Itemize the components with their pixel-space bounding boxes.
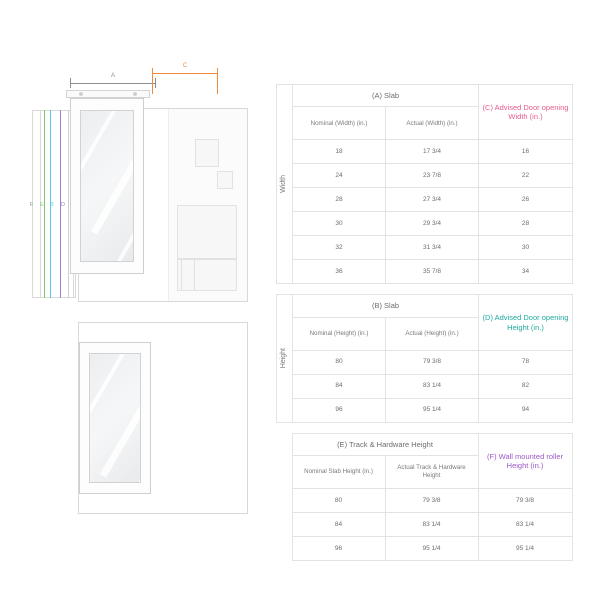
dimension-c-label: C (182, 63, 188, 69)
cell-actual: 79 3/8 (385, 489, 478, 513)
cell-nominal: 80 (292, 489, 385, 513)
dimension-c (152, 63, 218, 76)
header-a-slab: (A) Slab (293, 85, 479, 107)
cell-actual: 27 3/4 (386, 188, 479, 212)
label-e: E (40, 202, 44, 208)
cell-advised: 28 (479, 212, 573, 236)
table-row (276, 513, 572, 537)
cell-advised: 16 (479, 140, 573, 164)
cell-roller: 79 3/8 (478, 489, 572, 513)
roller-right-icon (133, 92, 137, 96)
dimension-a-label: A (110, 73, 116, 79)
table-header-row (277, 85, 573, 107)
cell-nominal: 96 (293, 398, 386, 422)
door-glass-panel-bottom (89, 353, 141, 483)
label-d: D (61, 202, 66, 208)
table-row (276, 489, 572, 513)
cell-advised: 30 (479, 236, 573, 260)
table-row (277, 350, 573, 374)
cell-actual: 35 7/8 (386, 260, 479, 284)
table-header-row (276, 433, 572, 455)
cell-actual: 17 3/4 (386, 140, 479, 164)
height-table-block (276, 294, 572, 422)
cell-actual: 79 3/8 (386, 350, 479, 374)
glass-streak (100, 387, 141, 477)
label-b: B (50, 202, 54, 208)
header-c-advised-width: (C) Advised Door opening Width (in.) (479, 85, 573, 140)
cell-nominal: 84 (293, 374, 386, 398)
furniture-nightstand (181, 259, 195, 291)
layer-line-e (44, 110, 45, 298)
furniture-bed (177, 205, 237, 259)
cell-advised: 34 (479, 260, 573, 284)
table-row (277, 236, 573, 260)
track-hardware-top (66, 90, 150, 98)
cell-nominal: 84 (292, 513, 385, 537)
header-b-slab: (B) Slab (293, 295, 479, 317)
header-f-wall-roller: (F) Wall mounted roller Height (in.) (478, 433, 572, 488)
track-hardware-table (276, 433, 573, 561)
door-slab-top (70, 98, 144, 274)
cell-actual: 95 1/4 (386, 398, 479, 422)
width-table-block (276, 84, 572, 284)
cell-nominal: 24 (293, 164, 386, 188)
cell-nominal: 28 (293, 188, 386, 212)
cell-roller: 83 1/4 (478, 513, 572, 537)
cell-nominal: 32 (293, 236, 386, 260)
track-side-spacer (276, 433, 292, 560)
cell-actual: 83 1/4 (386, 374, 479, 398)
door-diagram (30, 63, 270, 550)
cell-nominal: 80 (293, 350, 386, 374)
subheader-nominal-width: Nominal (Width) (in.) (293, 107, 386, 140)
width-side-label: Width (277, 85, 293, 284)
header-d-advised-height: (D) Advised Door opening Height (in.) (479, 295, 573, 350)
cell-actual: 95 1/4 (385, 537, 478, 561)
layer-line-extra (68, 110, 69, 298)
table-row (277, 398, 573, 422)
subheader-actual-width: Actual (Width) (in.) (386, 107, 479, 140)
dimension-c-right-cap (217, 68, 218, 94)
cell-actual: 83 1/4 (385, 513, 478, 537)
track-table-block (276, 433, 572, 561)
cell-roller: 95 1/4 (478, 537, 572, 561)
glass-streak (80, 110, 126, 183)
dimension-c-left-cap (152, 68, 153, 94)
cell-actual: 31 3/4 (386, 236, 479, 260)
table-header-row (277, 295, 573, 317)
subheader-nominal-slab-height: Nominal Slab Height (in.) (292, 456, 385, 489)
height-side-label: Height (277, 295, 293, 422)
subheader-nominal-height: Nominal (Height) (in.) (293, 317, 386, 350)
furniture-lamp (195, 139, 219, 167)
cell-nominal: 30 (293, 212, 386, 236)
subheader-actual-track-height: Actual Track & Hardware Height (385, 456, 478, 489)
subheader-actual-height: Actual (Height) (in.) (386, 317, 479, 350)
cell-nominal: 18 (293, 140, 386, 164)
cell-actual: 23 7/8 (386, 164, 479, 188)
furniture-picture (217, 171, 233, 189)
cell-actual: 29 3/4 (386, 212, 479, 236)
dimension-a (70, 73, 156, 86)
table-row (276, 537, 572, 561)
glass-streak (89, 353, 133, 426)
dimension-c-line (152, 73, 218, 74)
cell-advised: 82 (479, 374, 573, 398)
table-row (277, 260, 573, 284)
label-f: F (30, 202, 34, 208)
table-row (277, 140, 573, 164)
table-row (277, 212, 573, 236)
cell-nominal: 96 (292, 537, 385, 561)
door-slab-bottom (79, 342, 151, 494)
cell-nominal: 36 (293, 260, 386, 284)
table-row (277, 164, 573, 188)
width-table (276, 84, 573, 284)
cell-advised: 26 (479, 188, 573, 212)
spec-tables (276, 84, 572, 571)
door-glass-panel-top (80, 110, 134, 262)
glass-streak (91, 141, 134, 235)
cell-advised: 94 (479, 398, 573, 422)
roller-left-icon (79, 92, 83, 96)
height-table (276, 294, 573, 422)
cell-advised: 22 (479, 164, 573, 188)
table-row (277, 188, 573, 212)
cell-advised: 78 (479, 350, 573, 374)
dimension-a-line (70, 83, 156, 84)
header-e-track-hardware: (E) Track & Hardware Height (292, 433, 478, 455)
table-row (277, 374, 573, 398)
